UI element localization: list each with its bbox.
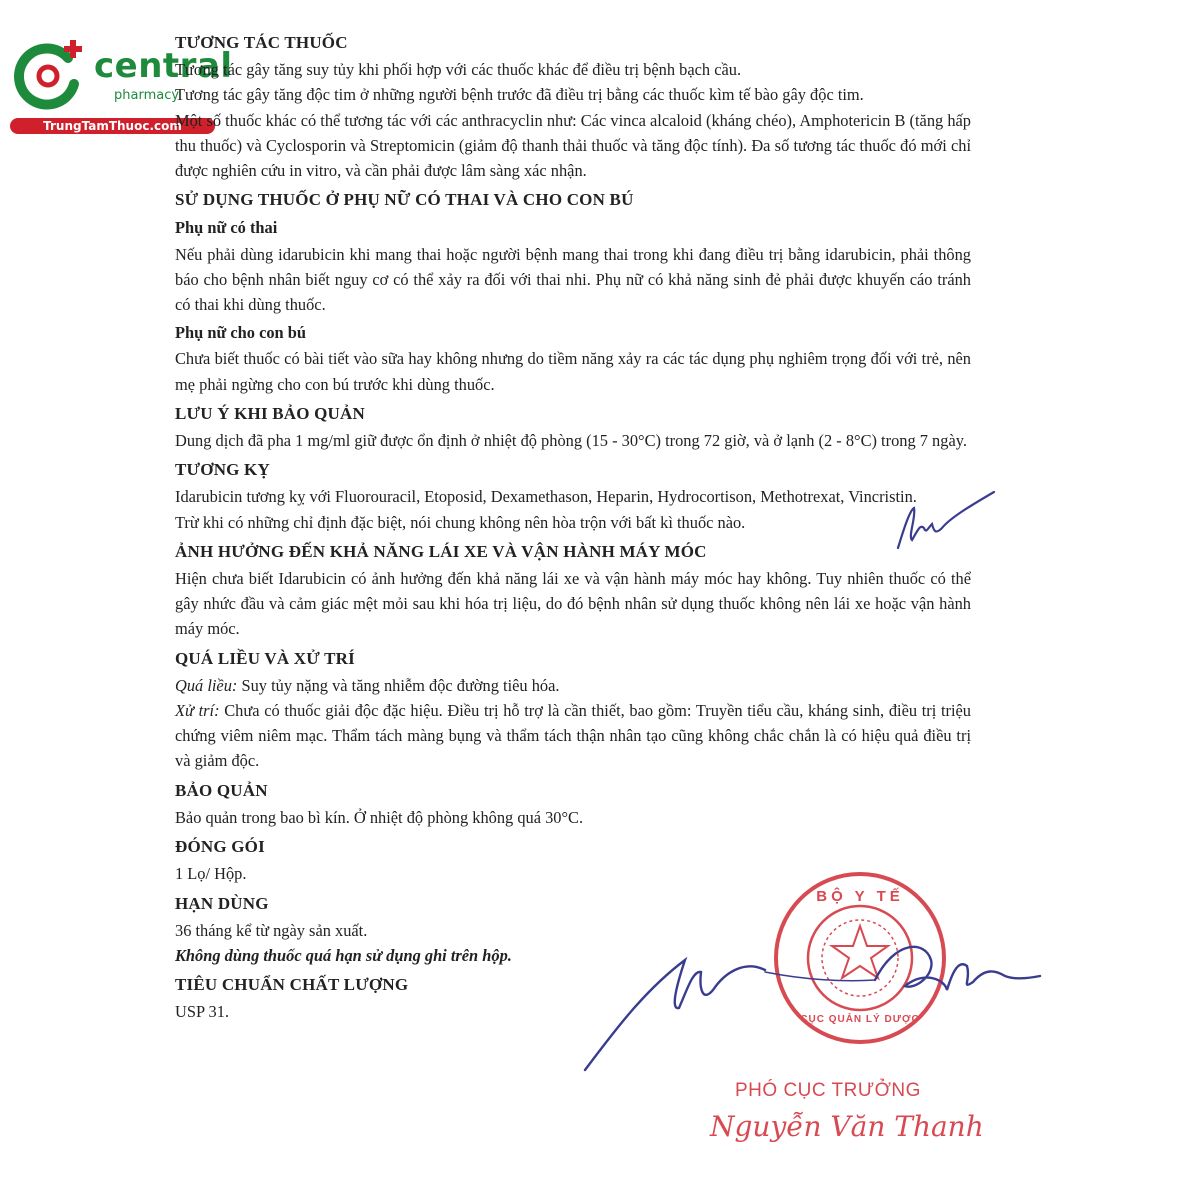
section-title-storage-notes: LƯU Ý KHI BẢO QUẢN bbox=[175, 403, 365, 423]
section-title-incompatibility: TƯƠNG KỴ bbox=[175, 460, 270, 480]
section-title-packaging: ĐÓNG GÓI bbox=[175, 837, 265, 857]
section-title-interactions: TƯƠNG TÁC THUỐC bbox=[175, 33, 348, 52]
section-title-pregnancy: SỬ DỤNG THUỐC Ở PHỤ NỮ CÓ THAI VÀ CHO CON BÚ bbox=[175, 190, 634, 210]
expiry-warning: Không dùng thuốc quá hạn sử dụng ghi trên hộp. bbox=[175, 945, 512, 965]
logo-sub-text: pharmacy bbox=[114, 88, 180, 103]
section-title-quality-standard: TIÊU CHUẨN CHẤT LƯỢNG bbox=[175, 975, 409, 995]
signatory-title: PHÓ CỤC TRƯỞNG bbox=[735, 1080, 921, 1101]
logo-site-banner: TrungTamThuoc.com bbox=[10, 118, 215, 134]
paragraph: Tương tác gây tăng suy tủy khi phối hợp với các thuốc khác để điều trị bệnh bạch cầu. bbox=[175, 60, 742, 80]
paragraph: USP 31. bbox=[175, 1002, 230, 1022]
logo-brand-text: central bbox=[94, 46, 233, 86]
overdose-label: Quá liều: bbox=[175, 675, 238, 695]
treatment-text: Chưa có thuốc giải độc đặc hiệu. Điều trị hỗ trợ là cần thiết, bao gồm: Truyền tiểu cầu, kháng sinh, điều trị triệu chứng viêm niêm mạc. Thẩm tách màng bụng và thẩm tách thận nhân tạo cũng không chắc chắn là có hiệu quả điều trị và giảm độc. bbox=[175, 701, 971, 771]
subsection-title-breastfeeding: Phụ nữ cho con bú bbox=[175, 323, 306, 343]
treatment-label: Xử trí: bbox=[175, 701, 220, 721]
paragraph: Idarubicin tương kỵ với Fluorouracil, Etoposid, Dexamethason, Heparin, Hydrocortison, Methotrexat, Vincristin. bbox=[175, 487, 917, 507]
seal-text-bottom: CỤC QUẢN LÝ DƯỢC bbox=[800, 1014, 920, 1025]
signatory-name: Nguyễn Văn Thanh bbox=[710, 1110, 984, 1143]
paragraph: Dung dịch đã pha 1 mg/ml giữ được ổn định ở nhiệt độ phòng (15 - 30°C) trong 72 giờ, và ở lạnh (2 - 8°C) trong 7 ngày. bbox=[175, 431, 967, 451]
paragraph: Trừ khi có những chỉ định đặc biệt, nói chung không nên hòa trộn với bất kì thuốc nào. bbox=[175, 512, 746, 532]
paragraph: 36 tháng kể từ ngày sản xuất. bbox=[175, 920, 368, 940]
initial-signature-icon bbox=[890, 488, 1000, 558]
section-title-storage: BẢO QUẢN bbox=[175, 780, 268, 800]
director-signature-icon bbox=[575, 920, 1045, 1080]
paragraph: Nếu phải dùng idarubicin khi mang thai hoặc người bệnh mang thai trong khi đang điều trị bằng idarubicin, phải thông báo cho bệnh nhân biết nguy cơ có thể xảy ra đối với thai nhi. Phụ nữ có khả năng sinh đẻ phải được khuyến cáo tránh có thai khi dùng thuốc. bbox=[175, 244, 971, 315]
overdose-text: Suy tủy nặng và tăng nhiễm độc đường tiêu hóa. bbox=[237, 675, 560, 695]
paragraph bbox=[175, 698, 971, 774]
section-title-shelf-life: HẠN DÙNG bbox=[175, 893, 269, 913]
central-logo-mark-icon bbox=[10, 36, 90, 116]
paragraph: Tương tác gây tăng độc tim ở những người bệnh trước đã điều trị bằng các thuốc kìm tế bào gây độc tim. bbox=[175, 85, 864, 105]
paragraph bbox=[175, 673, 971, 698]
paragraph: Một số thuốc khác có thể tương tác với các anthracyclin như: Các vinca alcaloid (kháng chéo), Amphotericin B (tăng hấp thu thuốc) và Cyclosporin và Streptomicin (giảm độ thanh thải thuốc và tăng độc tính). Đa số tương tác thuốc đó mới chỉ được nghiên cứu in vitro, và cần phải được lâm sàng xác nhận. bbox=[175, 110, 971, 181]
section-title-overdose: QUÁ LIỀU VÀ XỬ TRÍ bbox=[175, 648, 355, 668]
paragraph: Bảo quản trong bao bì kín. Ở nhiệt độ phòng không quá 30°C. bbox=[175, 807, 584, 827]
paragraph: Hiện chưa biết Idarubicin có ảnh hưởng đến khả năng lái xe và vận hành máy móc hay không. Tuy nhiên thuốc có thể gây nhức đầu và cảm giác mệt mỏi sau khi hóa trị liệu, do đó bệnh nhân sử dụng thuốc không nên lái xe hoặc vận hành máy móc. bbox=[175, 569, 971, 639]
section-title-driving: ẢNH HƯỞNG ĐẾN KHẢ NĂNG LÁI XE VÀ VẬN HÀNH MÁY MÓC bbox=[175, 541, 707, 561]
paragraph: 1 Lọ/ Hộp. bbox=[175, 864, 247, 884]
subsection-title-pregnant: Phụ nữ có thai bbox=[175, 218, 278, 238]
paragraph: Chưa biết thuốc có bài tiết vào sữa hay không nhưng do tiềm năng xảy ra các tác dụng phụ nghiêm trọng đối với trẻ, nên mẹ phải ngừng cho con bú trước khi dùng thuốc. bbox=[175, 349, 971, 394]
seal-text-top: BỘ Y TẾ bbox=[816, 888, 904, 905]
